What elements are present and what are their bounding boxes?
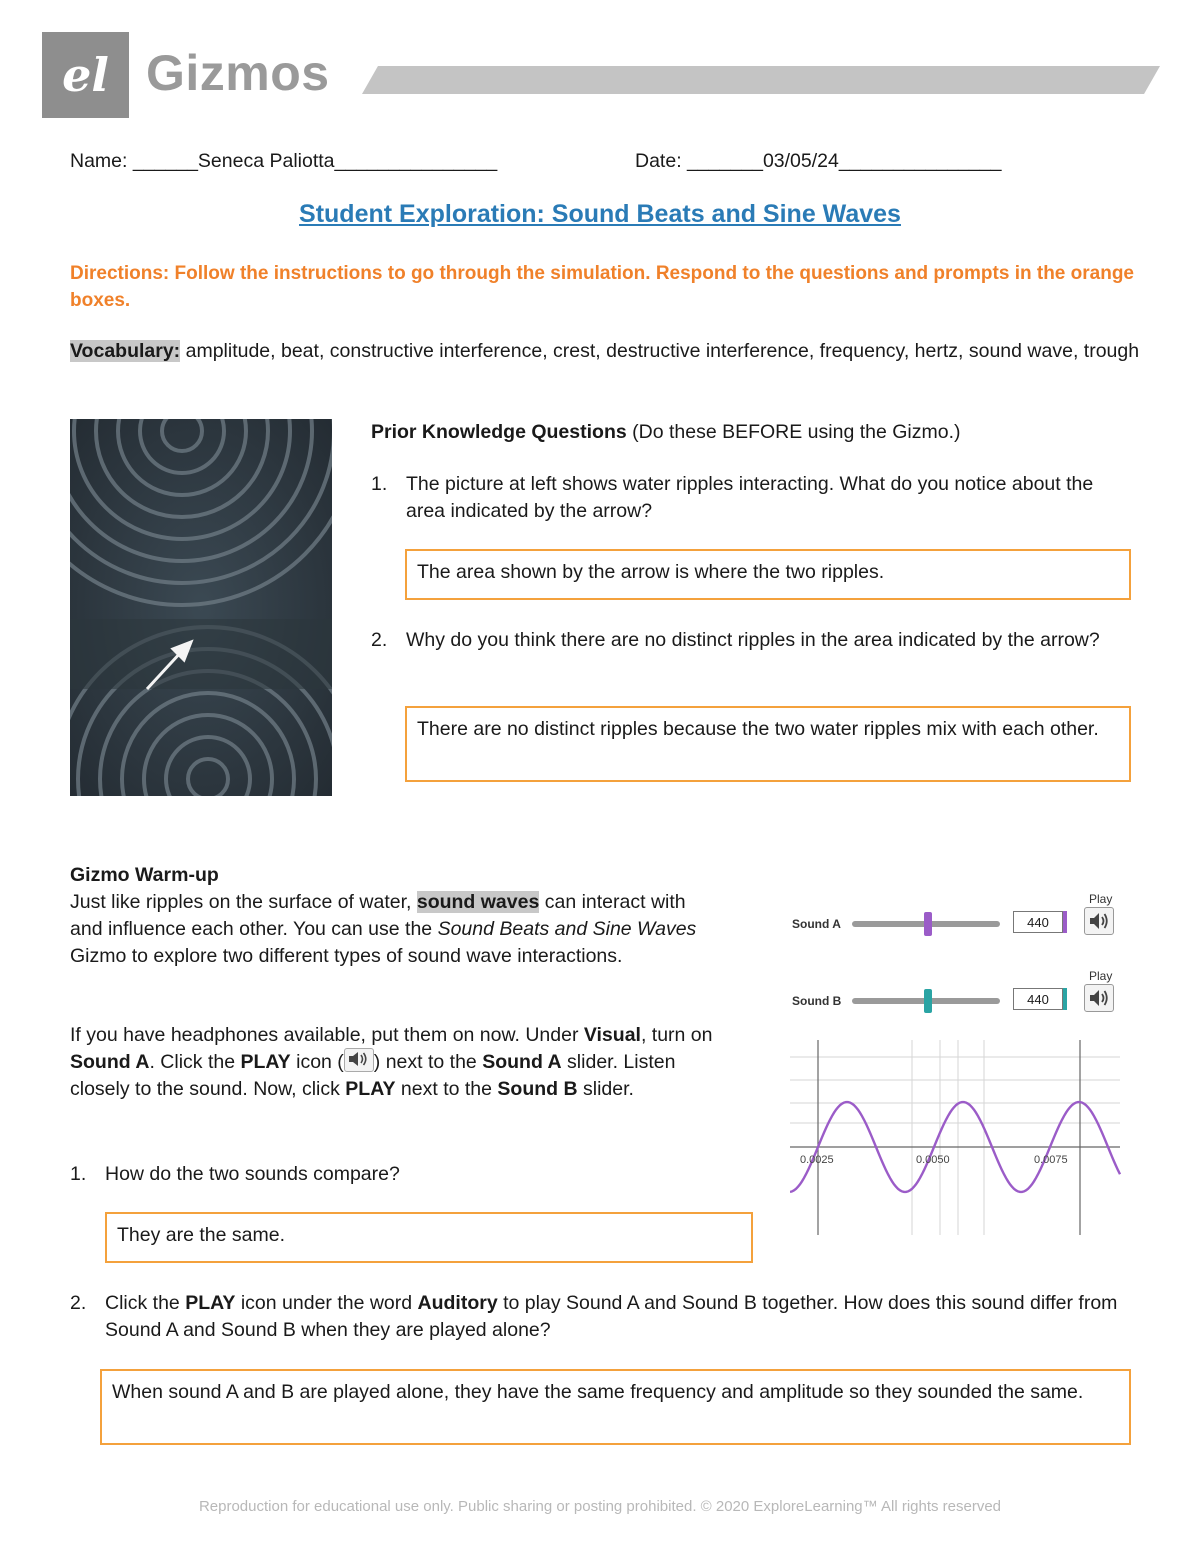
pk-q2-text: Why do you think there are no distinct ripples in the area indicated by the arrow? [406, 629, 1100, 651]
gizmo-screenshot [790, 890, 1125, 1240]
pk-q2-answer-box[interactable]: There are no distinct ripples because the two water ripples mix with each other. [405, 706, 1131, 782]
sound-b-value[interactable]: 440 [1013, 988, 1063, 1010]
gizmos-brand: Gizmos [146, 45, 330, 101]
warmup-heading: Gizmo Warm-up [70, 864, 219, 886]
vocabulary-terms: amplitude, beat, constructive interference, crest, destructive interference, frequency, hertz, sound wave, trough [180, 340, 1140, 362]
vocabulary-label: Vocabulary: [70, 340, 181, 362]
warmup-paragraph-2: If you have headphones available, put them on now. Under Visual, turn on Sound A. Click the PLAY icon ( ) next to the Sound A slider. Listen closely to the sound. Now, click PLAY next to the Sound B slider. [70, 1024, 713, 1100]
play-label-a: Play [1089, 892, 1113, 906]
pk-q1-answer-box[interactable]: The area shown by the arrow is where the two ripples. [405, 549, 1131, 600]
axis-tick-label: 0.0050 [916, 1154, 950, 1166]
sound-a-label: Sound A [792, 917, 841, 931]
play-label-b: Play [1089, 969, 1113, 983]
explorelearning-logo: el [42, 32, 129, 118]
page-title: Student Exploration: Sound Beats and Sine Waves [299, 200, 901, 228]
axis-tick-label: 0.0025 [800, 1154, 834, 1166]
pk-q1-text: The picture at left shows water ripples interacting. What do you notice about the area indicated by the arrow? [406, 473, 1094, 522]
sound-waves-term: sound waves [416, 891, 540, 913]
pk-q2-number: 2. [371, 629, 388, 651]
warmup-q1-answer-box[interactable]: They are the same. [105, 1212, 753, 1263]
sound-a-slider-thumb[interactable] [924, 912, 932, 936]
footer-copyright: Reproduction for educational use only. Public sharing or posting prohibited. © 2020 ExploreLearning™ All rights reserved [198, 1498, 1002, 1515]
sound-b-color-bar [1063, 988, 1067, 1010]
sound-a-play-button[interactable] [1084, 907, 1114, 935]
header-bar [362, 66, 1160, 94]
water-ripples-image [70, 419, 332, 796]
warmup-paragraph-1: Just like ripples on the surface of water, sound waves can interact with and influence each other. You can use the Sound Beats and Sine Waves Gizmo to explore two different types of sound wave interactions. [70, 891, 697, 967]
date-field[interactable]: Date: _______03/05/24_______________ [635, 150, 1002, 172]
warmup-q2-number: 2. [70, 1292, 87, 1314]
warmup-q1-text: How do the two sounds compare? [105, 1163, 400, 1185]
speaker-icon [344, 1048, 374, 1072]
warmup-q2-text: Click the PLAY icon under the word Auditory to play Sound A and Sound B together. How does this sound differ from Sound A and Sound B when they are played alone? [105, 1292, 1118, 1341]
sound-b-slider-thumb[interactable] [924, 989, 932, 1013]
axis-tick-label: 0.0075 [1034, 1154, 1068, 1166]
pk-q1-number: 1. [371, 473, 388, 495]
sound-a-value[interactable]: 440 [1013, 911, 1063, 933]
sound-a-color-bar [1063, 911, 1067, 933]
speaker-icon [1085, 908, 1113, 934]
vocabulary [70, 338, 1150, 365]
sound-b-label: Sound B [792, 994, 842, 1008]
directions: Directions: Follow the instructions to go through the simulation. Respond to the questions and prompts in the orange boxes. [70, 263, 1134, 311]
warmup-q1-number: 1. [70, 1163, 87, 1185]
name-field[interactable]: Name: ______Seneca Paliotta_______________ [70, 150, 498, 172]
sound-b-play-button[interactable] [1084, 984, 1114, 1012]
prior-knowledge-heading: Prior Knowledge Questions (Do these BEFORE using the Gizmo.) [371, 421, 961, 443]
speaker-icon [1085, 985, 1113, 1011]
sine-wave-graph [790, 1040, 1125, 1240]
warmup-q2-answer-box[interactable]: When sound A and B are played alone, they have the same frequency and amplitude so they sounded the same. [100, 1369, 1131, 1445]
